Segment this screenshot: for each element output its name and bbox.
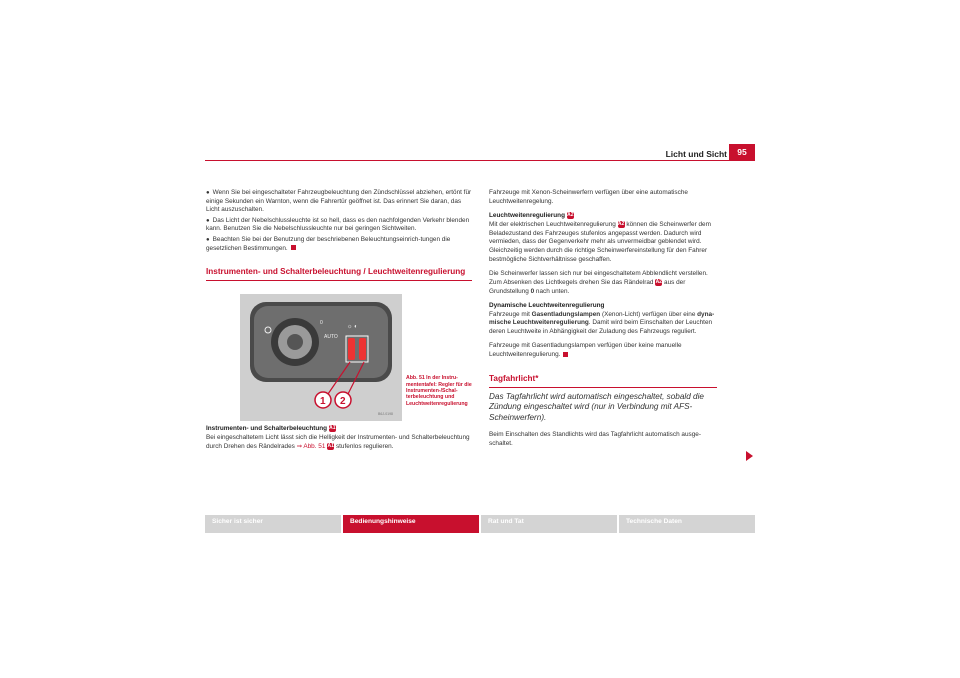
daytime-lights-lead: Das Tagfahrlicht wird automatisch eingeschaltet, sobald die Zündung eingeschaltet wird (nur in Verbindung mit AFS-Scheinwerfern). (489, 391, 704, 422)
bullet-item: ● Beachten Sie bei der Benutzung der beschriebenen Beleuchtungseinrich-tungen die gesetzlichen Bestimmungen. (206, 235, 451, 252)
sub-heading: Leuchtweitenregulierung (489, 212, 565, 220)
bullet-item: ● Das Licht der Nebelschlussleuchte ist so hell, dass es den nachfolgenden Verkehr blenden kann. Benutzen Sie die Nebelschlussleuchte nur bei geringen Sichtweiten. (206, 216, 470, 233)
page-number: 95 (729, 144, 755, 161)
sub-heading: Instrumenten- und Schalterbeleuchtung (206, 425, 328, 433)
figure-label-1: 1 (320, 396, 326, 408)
lwr-paragraph-1: Mit der elektrischen Leuchtweitenregulierung A2 können die Scheinwerfer dem Beladezustand des Fahrzeuges stufenlos angepasst werden. Dadurch wird vermieden, dass der Gegenverkehr mehr als unvermeidbar geblendet wird. Gleichzeitig werden durch die richtige Scheinwerfereinstellung für den Fahrer bestmögliche Sichtverhältnisse geschaffen. (489, 220, 711, 263)
bullet-item: ● Wenn Sie bei eingeschalteter Fahrzeugbeleuchtung den Zündschlüssel abziehen, ertönt für einige Sekunden ein Warnton, wenn die Fahrertür geöffnet ist. Das erinnert Sie daran, das Licht auszuschalten. (206, 189, 472, 214)
dyn-paragraph-2: Fahrzeuge mit Gasentladungslampen verfügen über keine manuelle Leuchtweitenregulierung. (489, 342, 682, 359)
svg-text:AUTO: AUTO (324, 334, 338, 341)
footer-nav (205, 515, 755, 533)
bullet-icon: ● (206, 190, 210, 196)
figure-51 (206, 289, 472, 425)
left-column (206, 189, 472, 457)
svg-text:0: 0 (320, 320, 323, 327)
figure-label-2: 2 (340, 396, 346, 408)
figure-code: B6J-0198 (378, 412, 393, 417)
dyn-paragraph-1: Fahrzeuge mit Gasentladungslampen (Xenon-Licht) verfügen über eine dyna-mische Leuchtweitenregulierung. Damit wird beim Einschalten der Leuchten deren Leuchtweite in Abhängigkeit der Zuladung des Fahrzeugs reguliert. (489, 310, 715, 335)
marker-a2: A2 (617, 220, 625, 227)
section-end-icon (291, 245, 296, 250)
chapter-title: Licht und Sicht (665, 149, 727, 159)
figure-reference-link[interactable]: ⇒ Abb. 51 (296, 442, 326, 450)
svg-text:☼ ◐: ☼ ◐ (347, 324, 358, 331)
sub-heading: Dynamische Leuchtweitenregulierung (489, 302, 605, 310)
daytime-lights-paragraph: Beim Einschalten des Standlichts wird das Tagfahrlicht automatisch ausge-schaltet. (489, 431, 701, 447)
section-end-icon (563, 352, 568, 357)
bullet-icon: ● (206, 217, 210, 224)
footer-tab-technical-data[interactable]: Technische Daten (619, 515, 755, 533)
marker-a1: A1 (329, 425, 336, 432)
right-column (489, 189, 717, 454)
marker-a1: A1 (327, 442, 334, 449)
instrument-lighting-paragraph: Instrumenten- und Schalterbeleuchtung A1 Bei eingeschaltetem Licht lässt sich die Helligkeit der Instrumenten- und Schalterbeleuchtung durch Drehen des Rändelrades ⇒ Abb. 51 A1 stufenlos regulieren. (206, 425, 470, 450)
dashboard-control-illustration (240, 294, 402, 421)
section-heading-instrument-lighting: Instrumenten- und Schalterbeleuchtung / Leuchtweitenregulierung (206, 267, 472, 281)
footer-tab-advice[interactable]: Rat und Tat (481, 515, 617, 533)
footer-tab-safety[interactable]: Sicher ist sicher (205, 515, 341, 533)
xenon-intro: Fahrzeuge mit Xenon-Scheinwerfern verfügen über eine automatische Leuchtweitenregelung. (489, 189, 688, 205)
footer-tab-operation[interactable]: Bedienungshinweise (343, 515, 479, 533)
figure-caption: Abb. 51 In der Instru-mententafel: Regler für die Instrumenten-/Schal-terbeleuchtung und Leuchtweitenregulierung (406, 375, 472, 407)
bullet-icon: ● (206, 236, 210, 243)
marker-a2: A2 (567, 212, 574, 219)
lwr-heading-row (489, 212, 717, 221)
lwr-paragraph-2: Die Scheinwerfer lassen sich nur bei eingeschaltetem Abblendlicht verstellen. Zum Absenken des Lichtkegels drehen Sie das Rändelrad A2 aus der Grundstellung 0 nach unten. (489, 270, 708, 295)
marker-a2: A2 (655, 278, 662, 285)
section-heading-daytime-lights: Tagfahrlicht* (489, 374, 717, 388)
header-rule (205, 160, 729, 161)
next-page-arrow-icon[interactable] (746, 451, 753, 461)
